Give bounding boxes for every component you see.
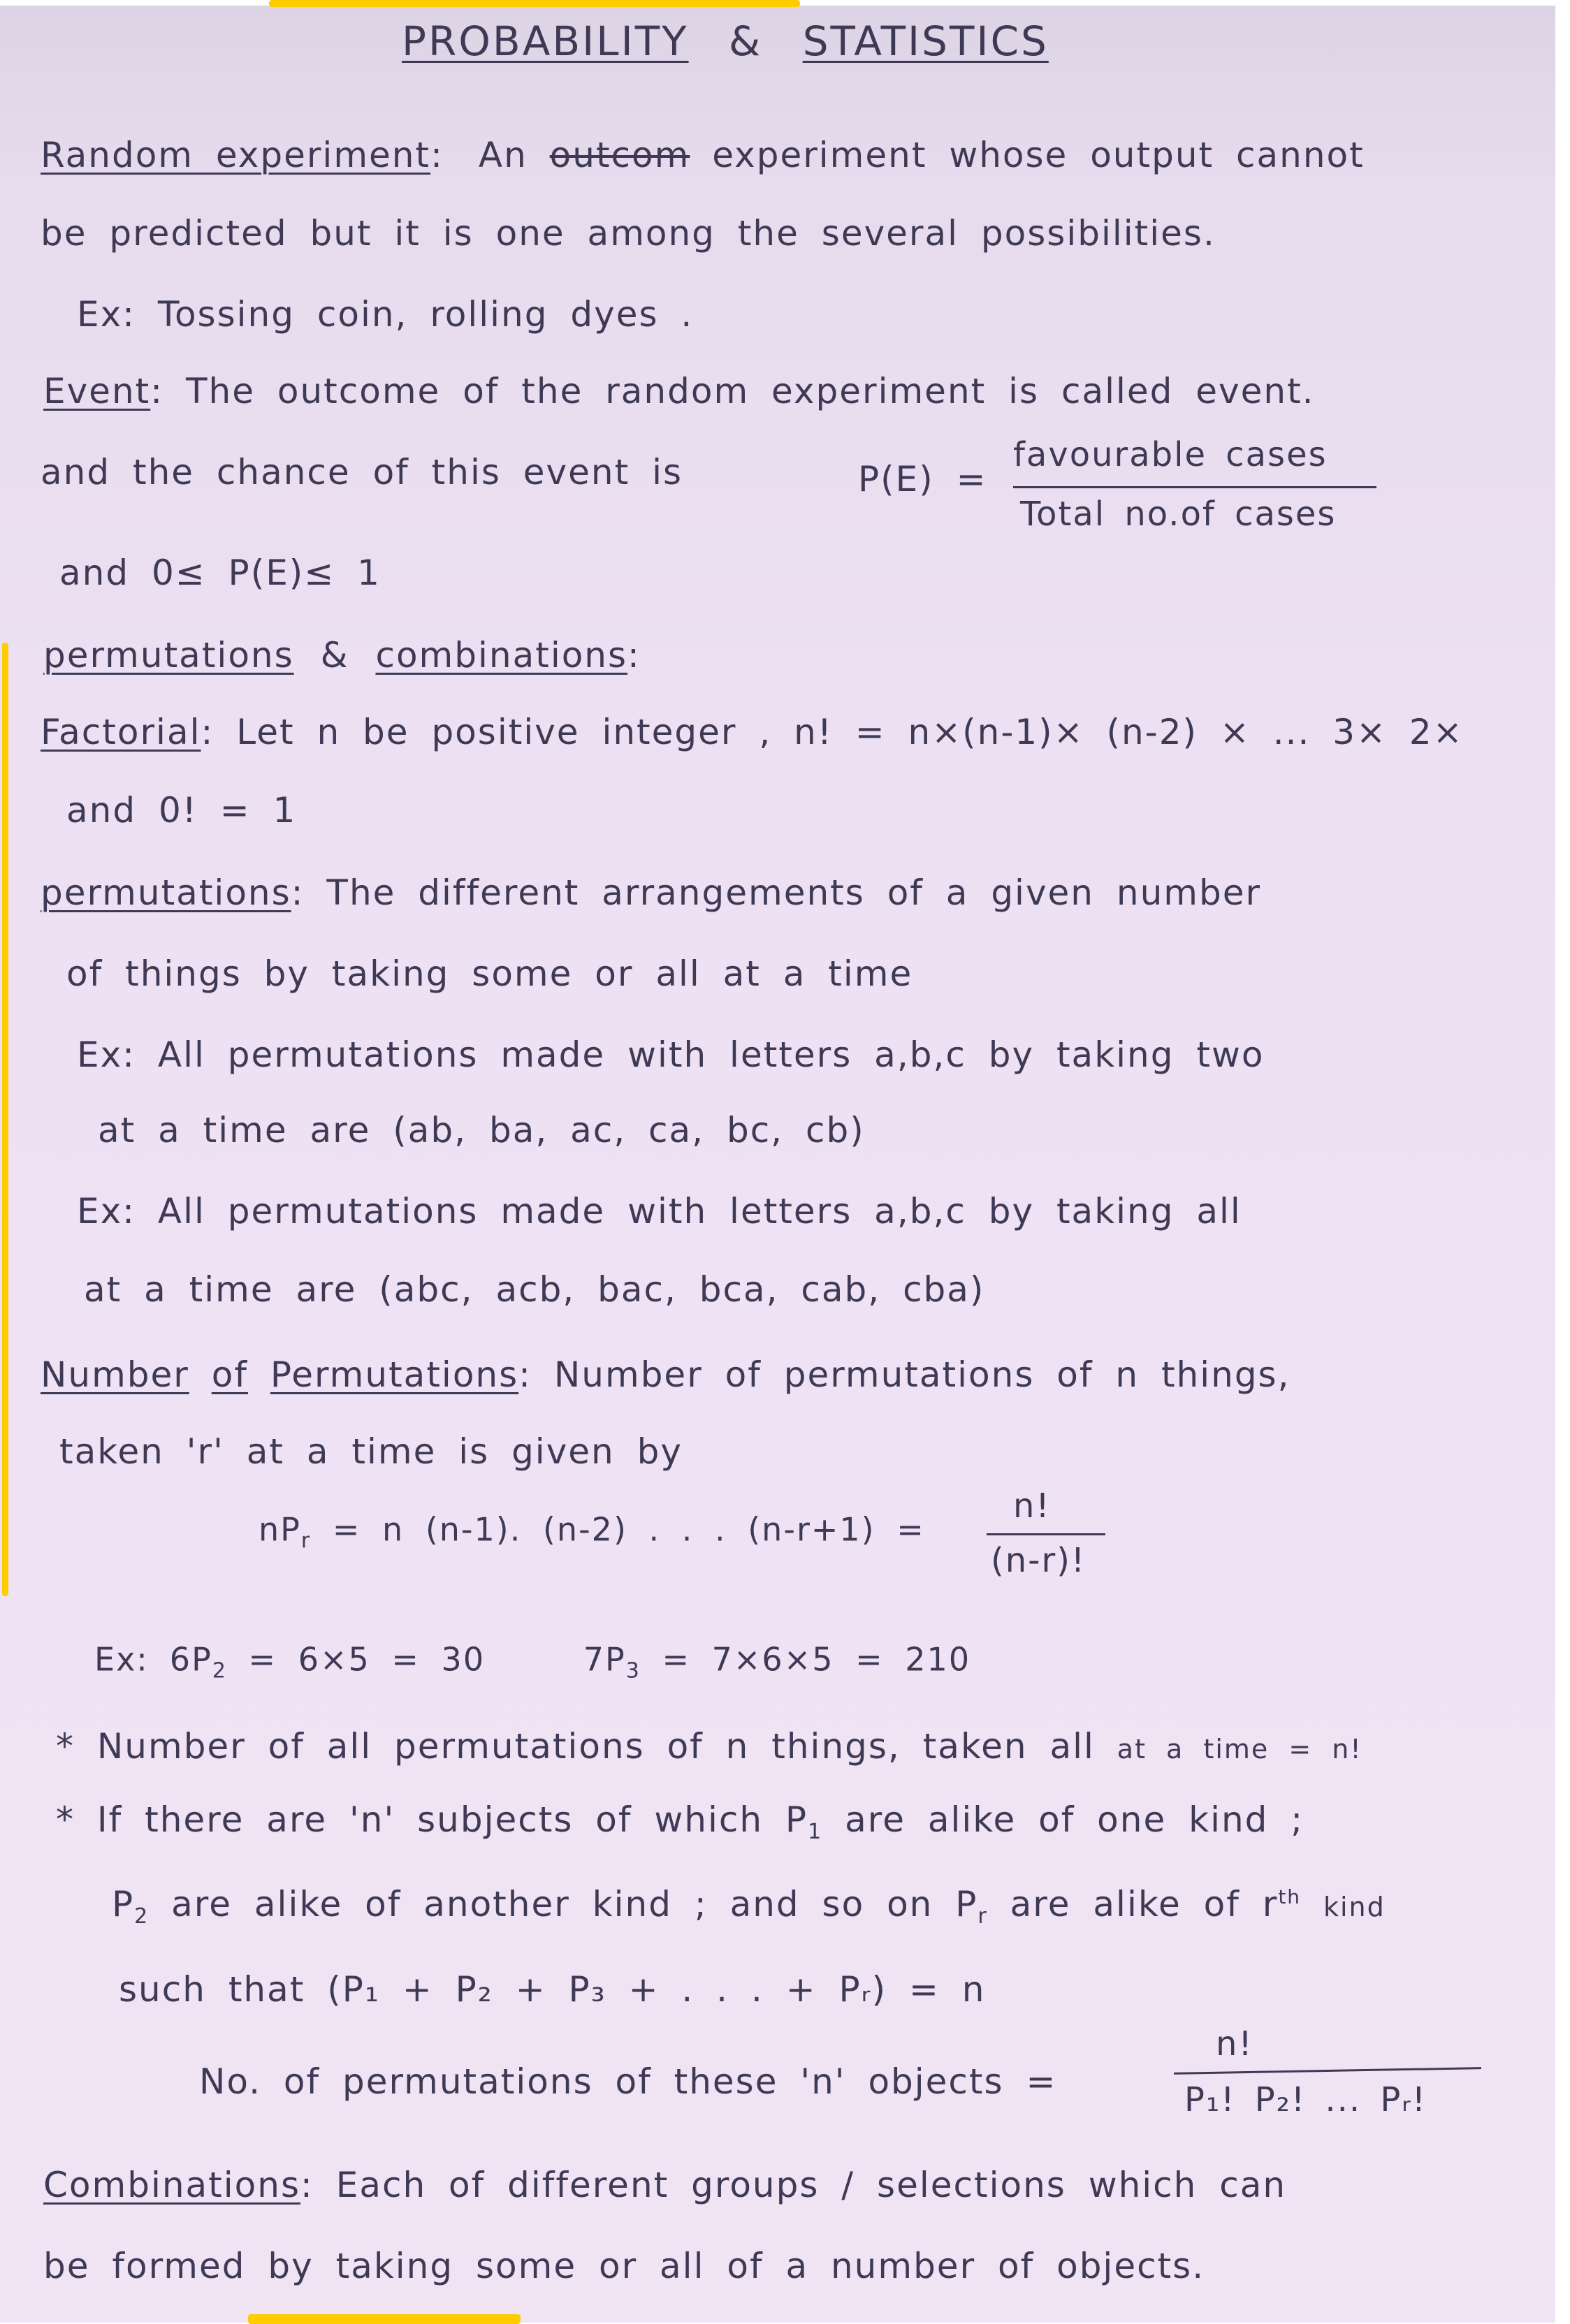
probability-label: P(E) = [858, 459, 987, 499]
fraction-denominator: Total no.of cases [1020, 495, 1337, 534]
highlight-marker-left [2, 643, 8, 1596]
page-title [402, 17, 1049, 65]
alike-fraction-bar [1174, 2067, 1481, 2075]
npr-formula: $nP_r = n$ (n-1). (n-2) . . . (n-r+1) = [259, 1510, 925, 1554]
random-experiment-line-2: be predicted but it is one among the several possibilities. [41, 213, 1216, 254]
factorial-heading: Factorial [41, 712, 201, 752]
permutation-examples: Ex: $6P_2 = 6\times 5 = 30$ $7P_3 = 7\times 6\times 5 = 210$ [94, 1640, 971, 1683]
fraction-numerator: favourable cases [1013, 435, 1328, 474]
title-probability: PROBABILITY [402, 17, 689, 65]
npr-fraction-bar [987, 1533, 1105, 1535]
alike-denominator: P₁! P₂! ... Pᵣ! [1184, 2080, 1427, 2119]
title-statistics: STATISTICS [802, 17, 1049, 65]
permutations-line-1: permutations: The different arrangements of a given number [41, 872, 1262, 913]
permutations-heading: permutations [41, 872, 291, 913]
combinations-heading: Combinations [43, 2165, 300, 2205]
combinations-line-2: be formed by taking some or all of a number of objects. [43, 2246, 1205, 2286]
npr-denominator: (n-r)! [991, 1541, 1086, 1580]
bullet-alike-line-2: $P_2$ are alike of another kind ; and so on $P_r$ are alike of $r^{th}$ kind [112, 1884, 1386, 1929]
permutations-example-1-line-1: Ex: All permutations made with letters a,b,c by taking two [77, 1035, 1265, 1075]
section-heading-perm-comb: permutations & combinations: [43, 635, 641, 675]
npr-numerator: n! [1013, 1486, 1051, 1526]
number-of-permutations-line-1: Number of Permutations: Number of permutations of n things, [41, 1354, 1291, 1395]
probability-bounds: and 0≤ P(E)≤ 1 [59, 553, 381, 593]
event-line-1: Event: The outcome of the random experiment is called event. [43, 371, 1315, 411]
random-experiment-heading: Random experiment [41, 135, 431, 175]
combinations-line-1: Combinations: Each of different groups / selections which can [43, 2165, 1287, 2205]
factorial-line-1: Factorial: Let n be positive integer , n! = n×(n-1)× (n-2) × ... 3× 2× [41, 712, 1464, 752]
permutations-example-2-line-1: Ex: All permutations made with letters a,b,c by taking all [77, 1191, 1242, 1232]
notebook-page [0, 6, 1555, 2323]
permutations-line-2: of things by taking some or all at a time [66, 953, 913, 994]
bullet-alike-line-1: * If there are 'n' subjects of which $P_1$ are alike of one kind ; [56, 1799, 1304, 1844]
event-line-2: and the chance of this event is [41, 452, 683, 492]
title-ampersand: & [729, 17, 763, 65]
random-experiment-line-1: Random experiment: An outcom experiment whose output cannot [41, 135, 1365, 175]
random-experiment-example: Ex: Tossing coin, rolling dyes . [77, 294, 694, 335]
factorial-line-2: and 0! = 1 [66, 790, 297, 831]
alike-permutations-label: No. of permutations of these 'n' objects = [199, 2061, 1057, 2102]
event-heading: Event [43, 371, 151, 411]
number-of-permutations-line-2: taken 'r' at a time is given by [59, 1431, 683, 1472]
permutations-example-1-line-2: at a time are (ab, ba, ac, ca, bc, cb) [98, 1110, 865, 1150]
bullet-alike-line-3: such that (P₁ + P₂ + P₃ + . . . + Pᵣ) = n [119, 1969, 986, 2010]
alike-numerator: n! [1216, 2024, 1253, 2063]
permutations-example-2-line-2: at a time are (abc, acb, bac, bca, cab, cba) [84, 1269, 985, 1310]
fraction-bar [1013, 486, 1376, 488]
struck-word: outcom [549, 135, 690, 175]
highlight-marker-top [269, 0, 800, 7]
bullet-all-permutations: * Number of all permutations of n things, taken all at a time = n! [56, 1726, 1362, 1767]
